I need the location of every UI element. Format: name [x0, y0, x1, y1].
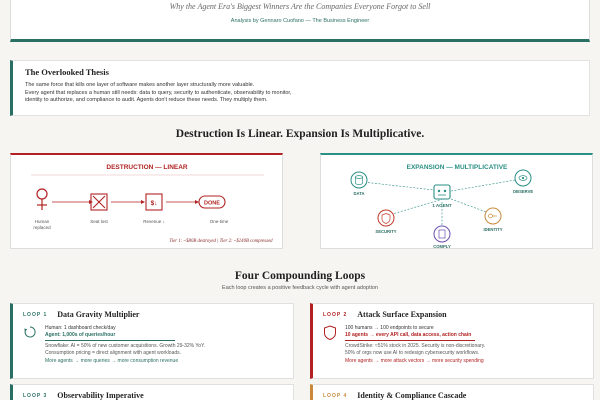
agent-label: 1 AGENT	[432, 203, 452, 208]
destruction-note: Tier 1: ~$80B destroyed | Tier 2: ~$140B compressed	[169, 239, 273, 244]
step-human-replaced-2: replaced	[33, 225, 51, 230]
security-node	[375, 210, 396, 234]
flow-arrowhead-2	[141, 200, 145, 204]
thesis-line-1: The same force that kills one layer of software makes another layer structurally more valuable.	[25, 82, 255, 88]
human-icon	[37, 189, 47, 210]
loop-2-line-2: 10 agents → every API call, data access, action chain	[345, 332, 472, 338]
loop-3-number: LOOP 3	[23, 392, 48, 399]
cycle-icon	[23, 325, 37, 365]
identity-node-label: IDENTITY	[483, 227, 503, 232]
destruction-panel	[10, 153, 283, 249]
loop-3-title: Observability Imperative	[57, 391, 144, 400]
step-seat-lost: Seat lost	[90, 219, 108, 224]
loop-2-detail-2: 50% of orgs now use AI to redesign cybersecurity workflows.	[345, 349, 480, 356]
data-node-label: DATA	[353, 191, 365, 196]
thesis-title: The Overlooked Thesis	[25, 67, 109, 77]
observe-node-label: OBSERVE	[512, 189, 534, 194]
loop-card-1	[10, 303, 294, 379]
loop-4-number: LOOP 4	[323, 392, 348, 399]
loop-1-detail-2: Consumption pricing = direct alignment with agent workloads.	[45, 349, 182, 356]
expansion-panel	[320, 153, 593, 249]
loop-1-detail-1: Snowflake: AI = 50% of new customer acquisitions. Growth 29-32% YoY.	[45, 343, 206, 349]
loop-1-divider	[45, 340, 175, 341]
loop-card-3	[10, 384, 294, 400]
section-title-loops: Four Compounding Loops	[234, 270, 366, 282]
loop-2-footer: More agents → more attack vectors → more security spending	[345, 358, 484, 364]
thesis-card	[10, 60, 590, 116]
done-label: DONE	[204, 200, 220, 207]
destruction-diagram	[11, 155, 284, 251]
step-one-time: One-time	[209, 219, 229, 224]
done-badge	[199, 196, 225, 208]
step-revenue: Revenue ↓	[143, 219, 165, 224]
report-byline: Analysis by Gennaro Cuofano — The Business Engineer	[230, 18, 370, 24]
step-human-replaced: Human	[34, 219, 50, 224]
loop-card-4	[310, 384, 594, 400]
observe-node	[513, 170, 534, 194]
section-title-destruction-expansion: Destruction Is Linear. Expansion Is Multiplicative.	[175, 128, 425, 140]
loop-1-line-2: Agent: 1,000s of queries/hour	[45, 332, 116, 338]
loop-1-title: Data Gravity Multiplier	[57, 310, 140, 319]
thesis-line-3: identity to authorize, and compliance to audit. Agents don't reduce these needs. They multiply them.	[25, 97, 268, 103]
flow-arrowhead-3	[195, 200, 199, 204]
comply-node-label: COMPLY	[433, 244, 451, 249]
expansion-diagram	[321, 155, 594, 251]
identity-node	[483, 208, 502, 232]
loop-2-number: LOOP 2	[323, 311, 348, 318]
expansion-title: EXPANSION — MULTIPLICATIVE	[406, 164, 508, 171]
revenue-down-icon	[146, 194, 162, 210]
loop-1-number: LOOP 1	[23, 311, 48, 318]
shield-icon	[323, 325, 337, 365]
thesis-line-2: Every agent that replaces a human still needs: data to query, security to authenticate, observability to monitor,	[25, 89, 292, 96]
loop-1-line-1: Human: 1 dashboard check/day	[45, 325, 116, 331]
destruction-title: DESTRUCTION — LINEAR	[106, 164, 188, 171]
section-subtitle-loops: Each loop creates a positive feedback cycle with agent adoption	[222, 285, 378, 291]
data-node	[351, 172, 367, 196]
security-node-label: SECURITY	[375, 229, 397, 234]
loop-2-detail-1: CrowdStrike: ≈51% stock in 2025. Security is non-discretionary.	[345, 343, 486, 349]
revenue-glyph: $↓	[150, 200, 158, 207]
agent-icon	[434, 185, 450, 199]
loop-2-line-1: 100 humans → 100 endpoints to secure	[345, 325, 434, 331]
comply-node	[433, 226, 451, 249]
report-header	[10, 0, 590, 42]
loop-2-divider	[345, 340, 475, 341]
loop-4-title: Identity & Compliance Cascade	[357, 391, 467, 400]
loop-card-2	[310, 303, 594, 379]
report-subtitle: Why the Agent Era's Biggest Winners Are the Companies Everyone Forgot to Sell	[169, 2, 431, 11]
seat-lost-icon	[91, 194, 107, 210]
loop-2-title: Attack Surface Expansion	[357, 310, 447, 319]
loop-1-footer: More agents → more queries → more consumption revenue	[45, 358, 179, 364]
